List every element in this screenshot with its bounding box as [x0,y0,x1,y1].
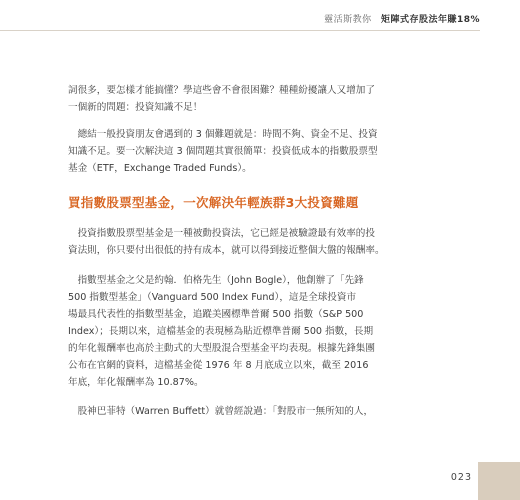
header-divider [0,30,480,31]
paragraph-4: 指數型基金之父是約翰．伯格先生（John Bogle），他創辦了「先鋒 500 指數型基金」（Vanguard 500 Index Fund），這是全球投資市 場最具代表性的指數型基金，追蹤美國標準普爾 500 指數（S&P 500 Index）；長期以來，這檔基金的表現極為貼近標準普爾 500 指數，長期 的年化報酬率也高於主動式的大型股混合型基金平均表現。根據先鋒集團 公布在官網的資料，這檔基金從 1976 年 8 月底成立以來，截至 2016 年底，年化報酬率為 10.87%。 [68,275,375,388]
page-number: 023 [450,472,472,483]
page-body [68,82,410,420]
paragraph-5: 股神巴菲特（Warren Buffett）就曾經說過：「對股市一無所知的人， [68,406,374,417]
paragraph-3: 投資指數股票型基金是一種被動投資法，它已經是被驗證最有效率的投 資法則，你只要付出很低的持有成本，就可以得到接近整個大盤的報酬率。 [68,228,385,256]
section-heading: 買指數股票型基金，一次解決年輕族群3大投資難題 [68,195,359,210]
header-author: 靈活斯教你 [324,15,372,25]
header-book-title: 矩陣式存股法年賺18% [380,15,480,25]
paragraph-2: 總結一般投資朋友會遇到的 3 個難題就是：時間不夠、資金不足、投資 知識不足。要一次解決這 3 個問題其實很簡單：投資低成本的指數股票型 基金（ETF，Exchange Traded Funds）。 [68,129,378,174]
running-header [324,12,480,25]
chapter-side-tab [478,462,520,500]
paragraph-1: 詞很多，要怎樣才能搞懂？學這些會不會很困難？種種紛擾讓人又增加了 一個新的問題：投資知識不足！ [68,85,375,113]
